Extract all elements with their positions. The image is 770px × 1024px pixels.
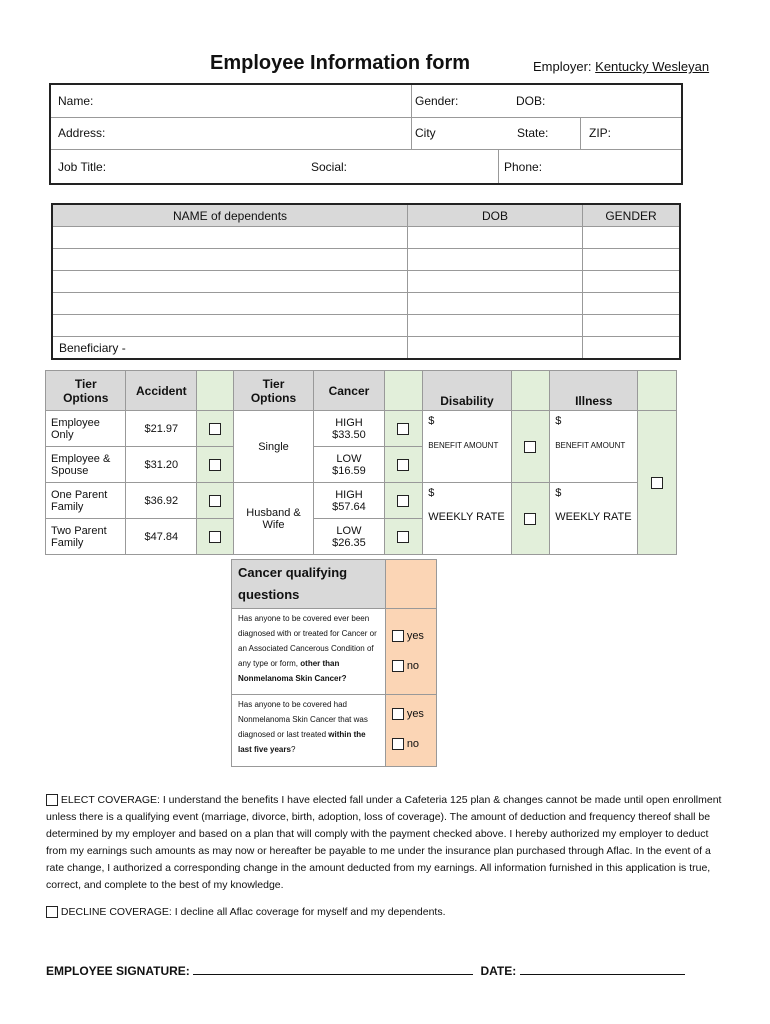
accident-header: Accident [126, 371, 197, 411]
disability-header: Disability [423, 371, 511, 411]
table-row[interactable] [52, 271, 680, 293]
table-row[interactable] [52, 227, 680, 249]
cancer-questions-table: Cancer qualifying questions Has anyone to be covered ever been diagnosed with or treated for Cancer or an Associated Cancerous Condition of any type or form, other than Nonmelanoma Skin Cancer? yes no Has anyone to be covered had Nonmelanoma Skin Cancer that was diagnosed or last treated within the last five years? yes no [231, 559, 437, 767]
zip-field[interactable]: ZIP: [589, 126, 612, 140]
q2-no-checkbox[interactable] [392, 738, 404, 750]
disability-dollar: $ [428, 415, 435, 427]
cancer-checkbox[interactable] [397, 423, 409, 435]
table-row[interactable] [52, 293, 680, 315]
cancer-question-1: Has anyone to be covered ever been diagnosed with or treated for Cancer or an Associated Cancerous Condition of any type or form, other than Nonmelanoma Skin Cancer? [232, 609, 386, 695]
date-label: DATE: [480, 964, 517, 978]
signature-label: EMPLOYEE SIGNATURE: [46, 964, 190, 978]
employee-info-box [49, 83, 683, 185]
cancer-level: HIGH [335, 488, 363, 501]
table-row[interactable] [52, 249, 680, 271]
accident-price: $36.92 [126, 483, 197, 519]
tier-options-header: Tier Options [46, 371, 126, 411]
tier-employee-only: Employee Only [46, 411, 126, 447]
name-field[interactable]: Name: [58, 94, 94, 108]
illness-header: Illness [550, 371, 638, 411]
cancer-checkbox[interactable] [397, 495, 409, 507]
cancer-price: $33.50 [332, 428, 366, 441]
elect-coverage-checkbox[interactable] [46, 794, 58, 806]
accident-price: $47.84 [126, 519, 197, 555]
city-field[interactable]: City [415, 126, 436, 140]
accident-price: $21.97 [126, 411, 197, 447]
cancer-checkbox[interactable] [397, 459, 409, 471]
disability-weekly-checkbox[interactable] [524, 513, 536, 525]
dob-field[interactable]: DOB: [516, 94, 546, 108]
table-row[interactable] [52, 315, 680, 337]
cancer-tier-husband-wife: Husband & Wife [233, 483, 313, 555]
tier-two-parent: Two Parent Family [46, 519, 126, 555]
illness-weekly-rate: WEEKLY RATE [555, 511, 632, 523]
date-field[interactable] [520, 962, 685, 975]
dependents-header-row [52, 204, 680, 227]
accident-price: $31.20 [126, 447, 197, 483]
dependents-gender-header: GENDER [583, 204, 681, 227]
cancer-questions-heading: Cancer qualifying questions [232, 560, 386, 609]
cancer-question-2: Has anyone to be covered had Nonmelanoma Skin Cancer that was diagnosed or last treated within the last five years? [232, 695, 386, 767]
phone-field[interactable]: Phone: [504, 160, 543, 174]
q1-yes-checkbox[interactable] [392, 630, 404, 642]
cancer-price: $26.35 [332, 536, 366, 549]
illness-checkbox[interactable] [651, 477, 663, 489]
dependents-name-header: NAME of dependents [52, 204, 408, 227]
employer-name: Kentucky Wesleyan [595, 59, 710, 74]
address-field[interactable]: Address: [58, 126, 106, 140]
state-field[interactable]: State: [517, 126, 549, 140]
job-title-field[interactable]: Job Title: [58, 160, 107, 174]
cancer-header: Cancer [314, 371, 385, 411]
cancer-price: $16.59 [332, 464, 366, 477]
signature-field[interactable] [193, 962, 473, 975]
signature-line [46, 962, 685, 978]
employer-label: Employer: [533, 59, 592, 74]
disability-weekly-rate: WEEKLY RATE [428, 511, 505, 523]
table-row[interactable] [52, 337, 680, 360]
tier-employee-spouse: Employee & Spouse [46, 447, 126, 483]
cancer-price: $57.64 [332, 500, 366, 513]
cancer-level: HIGH [335, 416, 363, 429]
cancer-level: LOW [336, 452, 362, 465]
form-title: Employee Information form [210, 52, 471, 74]
tier-one-parent: One Parent Family [46, 483, 126, 519]
accident-checkbox[interactable] [209, 495, 221, 507]
dependents-table [51, 203, 681, 360]
illness-dollar: $ [555, 415, 562, 427]
decline-coverage-paragraph: DECLINE COVERAGE: I decline all Aflac coverage for myself and my dependents. [46, 904, 726, 921]
beneficiary-field[interactable]: Beneficiary - [52, 337, 408, 360]
gender-field[interactable]: Gender: [415, 94, 459, 108]
elect-coverage-paragraph: ELECT COVERAGE: I understand the benefits I have elected fall under a Cafeteria 125 plan & changes cannot be made until open enrollment unless there is a qualifying event (marriage, divorce, birth, adoption, loss of coverage). The amount of deduction and frequency thereof shall be determined by my employer and based on a plan that will comply with the payment checked above. I hereby authorized my employer to deduct from my earnings such amounts as may now or hereafter be payable to me under the insurance plan purchased through Aflac. In the event of a rate change, I authorized a corresponding change in the amount deducted from my earnings. All information furnished in this application is true, correct, and complete to the best of my knowledge. [46, 794, 722, 891]
cancer-level: LOW [336, 524, 362, 537]
dependents-dob-header: DOB [408, 204, 583, 227]
illness-dollar-2: $ [555, 487, 562, 499]
accident-checkbox[interactable] [209, 459, 221, 471]
disability-benefit-amount: BENEFIT AMOUNT [428, 441, 499, 450]
cancer-tier-single: Single [233, 411, 313, 483]
q2-yes-checkbox[interactable] [392, 708, 404, 720]
cancer-checkbox[interactable] [397, 531, 409, 543]
illness-benefit-amount: BENEFIT AMOUNT [555, 441, 626, 450]
disability-checkbox[interactable] [524, 441, 536, 453]
tier-options-header-2: Tier Options [233, 371, 313, 411]
social-field[interactable]: Social: [311, 160, 348, 174]
disability-dollar-2: $ [428, 487, 435, 499]
accident-checkbox[interactable] [209, 423, 221, 435]
q1-no-checkbox[interactable] [392, 660, 404, 672]
decline-coverage-checkbox[interactable] [46, 906, 58, 918]
employer-line [533, 59, 709, 74]
accident-checkbox[interactable] [209, 531, 221, 543]
coverage-options-table [45, 370, 677, 555]
